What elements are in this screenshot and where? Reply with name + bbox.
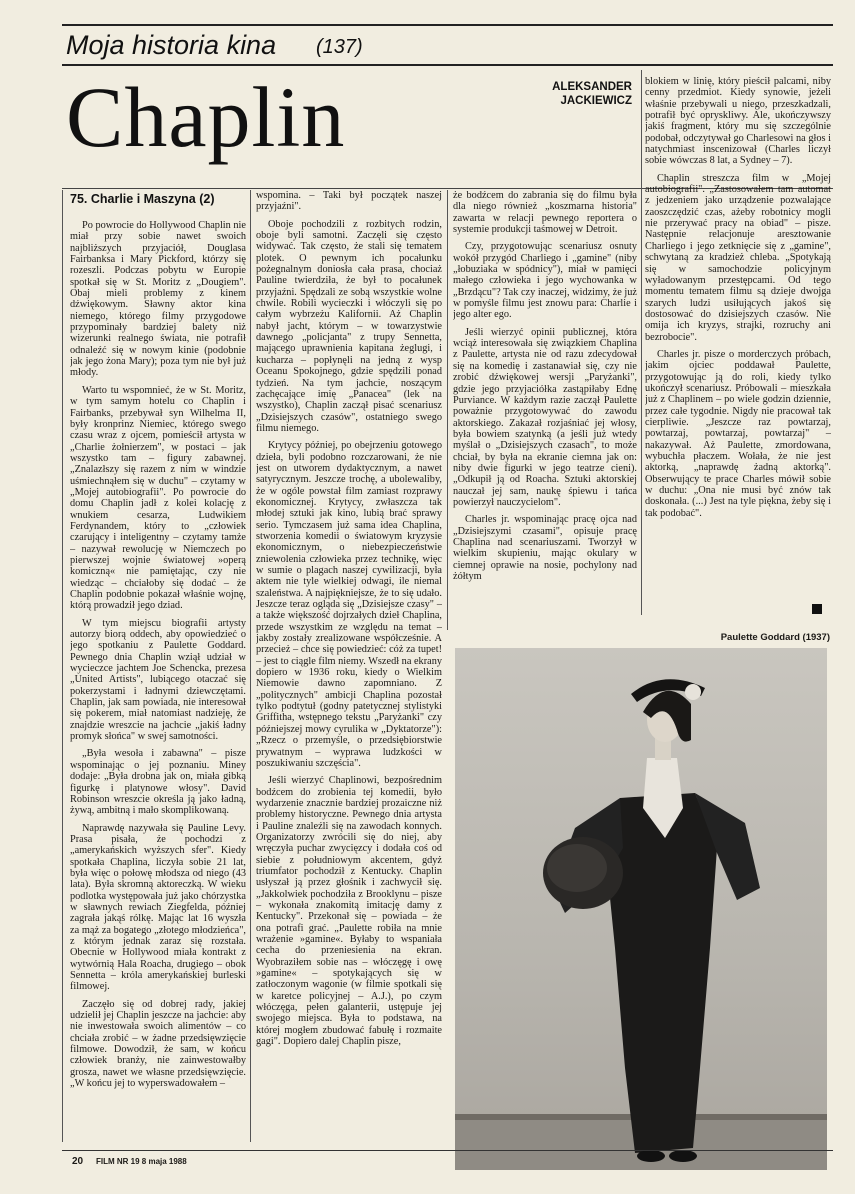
header-rule [62, 64, 833, 66]
photo-caption: Paulette Goddard (1937) [720, 632, 830, 643]
page-number: 20 [72, 1156, 84, 1167]
paragraph: blokiem w linię, który pieścił palcami, niby cenny przedmiot. Kiedy synowie, jeżeli właśnie przebywali u niego, przeszkadzali, potrafił być opryskliwy. Ale, ukończywszy jakiś fragment, który mu się szczególnie podobał, odczytywał go Charlesowi na głos i natychmiast inscenizował (Charles liczył sobie wówczas 8 lat, a Sydney – 7). [645, 76, 831, 167]
photo-paulette-goddard [455, 648, 827, 1170]
text-column-3 [453, 190, 637, 610]
paragraph: Chaplin streszcza film w „Mojej autobiografii". „Zastosowałem tam automat z jedzeniem jako urządzenie pozwalające zaoszczędzić czas, ażeby robotnicy mogli nie przerywać pracy na obiad" – pisze. Następnie relacjonuje aresztowanie Charliego i jego zetknięcie się z „gamine", schwytaną za kradzież chleba. „Spotykają się w samochodzie policyjnym wyładowanym przestępcami. Od tego momentu tematem filmu są dzieje dwojga szarych ludzi usiłujących jakoś się dostosować do dzisiejszych czasów. Nie omija ich kryzys, strajki, rozruchy ani bezrobocie". [645, 172, 831, 343]
author-first-name: ALEKSANDER [552, 81, 632, 93]
magazine-issue: FILM NR 19 8 maja 1988 [96, 1157, 187, 1166]
paragraph: Naprawdę nazywała się Pauline Levy. Prasa pisała, że pochodzi z „amerykańskich wyższych sfer". Kiedy spotkała Chaplina, liczyła sobie 21 lat, była więc o połowę młodsza od niego (43 lata). Była skromną aktoreczką. W wieku podlotka występowała już jako chórzystka w sławnych rewiach Ziegfelda, później zagrała jakąś rólkę. Mając lat 16 wyszła za mąż za bogatego „złotego młodzieńca", z którym jednak zaraz się rozstała. Obecnie w Hollywood miała kontrakt z wytwórnią Hala Roacha, drugiego – obok Sennetta – króla amerykańskiej burleski filmowej. [70, 822, 246, 993]
paragraph: Charles jr. pisze o morderczych próbach, jakim ojciec poddawał Paulette, przygotowując ją do roli, kiedy tylko ukończył scenariusz. Próbowali – mieszkała już z Chaplinem – po wiele godzin dziennie, przez całe tygodnie. Nigdy nie pracował tak cierpliwie. „Jeszcze raz powtarzaj, powtarzaj, powtarzaj, powtarzaj" – nakazywał. Aż Paulette, zmordowana, wybuchła płaczem. Wołała, że nie jest aktorką, „naprawdę żadną aktorką". Obserwujący te prace Charles mówił sobie w duchu: „Ona nie musi być znów tak doskonała. (...) Jest na tyle piękna, żeby się i tak podobać". [645, 348, 831, 519]
end-of-article-mark [812, 604, 822, 614]
article-title: Chaplin [66, 69, 346, 165]
top-rule [62, 24, 833, 26]
paragraph: Po powrocie do Hollywood Chaplin nie miał przy sobie nawet swoich najbliższych przyjaciół, Douglasa Fairbanksa i Mary Pickford, którzy się rozeszli. Podczas pobytu w Europie spotkał się w St. Moritz z „Dougiem". Obaj mieli problemy z kinem dźwiękowym. Sławny aktor kina niemego, którego filmy przygodowe przypominały bardziej balety niż wizerunki realnego świata, nie potrafił odnaleźć się w nowym kinie (podobnie jak jego żona Mary); poza tym nie był już młody. [70, 220, 246, 379]
paragraph: Czy, przygotowując scenariusz osnuty wokół przygód Charliego i „gamine" (niby „łobuziaka w spódnicy"), miał w pamięci małego człowieka i jego wychowanka w „Brzdącu"? Tak czy inaczej, widzimy, że już w pomyśle filmu jest znowu para: Charlie i jego alter ego. [453, 241, 637, 321]
paragraph: Charles jr. wspominając pracę ojca nad „Dzisiejszymi czasami", opisuje pracę Chaplina nad scenariuszami. Tworzył w wielkim skupieniu, mając okulary w ciemnej oprawie na nosie, pochylony nad żółtym [453, 514, 637, 582]
text-column-4 [645, 76, 831, 616]
paragraph: Oboje pochodzili z rozbitych rodzin, oboje byli samotni. Zaczęli się często widywać. Tak często, że stali się tematem plotek. O pewnym ich pocałunku pożegnalnym doniosła cała prasa, chociaż Pauline twierdziła, że był to pocałunek przyjaźni. Spędzali ze sobą wszystkie wolne chwile. Robili wycieczki i włóczyli się po całym wybrzeżu Kalifornii. Aż Chaplin nabył jacht, którym – w towarzystwie dawnego „policjanta" z trupy Sennetta, mającego uprawnienia kapitana żeglugi, i kucharza – popłynęli na jedną z wysp Oceanu Spokojnego, gdzie spędzili ponad tydzień. Na tym jachcie, noszącym zachęcające imię „Panacea" (lek na wszystko), Chaplin zaczął pisać scenariusz „Dzisiejszych czasów", ostatniego swego filmu niemego. [256, 218, 442, 434]
author-byline [520, 80, 632, 108]
paragraph: W tym miejscu biografii artysty autorzy biorą oddech, aby opowiedzieć o jego spotkaniu z Paulette Goddard. Pewnego dnia Chaplin wziął udział w wycieczce jachtem Joe Schencka, prezesa „United Artists", lubiącego otaczać się pokerzystami i ładnymi dziewczętami. Chaplin, jak sam powiada, nie interesował się pokerem, miał natomiast nadzieję, że znajdzie wreszcie na jachcie „jakiś ładny promyk słońca" w swej samotności. [70, 617, 246, 743]
text-column-1 [70, 220, 246, 1142]
series-number: (137) [316, 36, 363, 58]
column-rule-1 [250, 190, 251, 1142]
paragraph: Krytycy później, po obejrzeniu gotowego dzieła, byli podobno rozczarowani, że nie jest on utworem dydaktycznym, a nawet satyrycznym. Jeszcze trochę, a ubolewaliby, że w ogóle powstał film zamiast rozprawy ekonomicznej. Krytycy, zwłaszcza tak młodej sztuki jak kino, lubią brać sprawy serio. Tymczasem już sama idea Chaplina, stworzenia komedii o światowym kryzysie ekonomicznym, o niebezpieczeństwie zniewolenia człowieka przez technikę, więc w sumie o plagach naszej cywilizacji, była aktem nie tyle wielkiej odwagi, ile niemal szaleństwa. A najpiękniejsze, że to się udało. Jeszcze teraz ogląda się „Dzisiejsze czasy" – a także większość dojrzałych dzieł Chaplina, przede wszystkim ze względu na temat – jakby zostały zrealizowane współcześnie. A przecież – chce się powiedzieć: cóż za tupet! – jest to ciągle film niemy. Wszedł na ekrany dopiero w 1936 roku, kiedy o Wielkim Niemowie dawno zapomniano. Z „politycznych" ambicji Chaplina pozostał tylko podtytuł (godny patetycznej stylistyki Griffitha, wstępnego tekstu „Paryżanki" czy późniejszej mowy cyrulika w „Dyktatorze"): „Rzecz o przemyśle, o przedsiębiorstwie prywatnym – wyprawa ludzkości w poszukiwaniu szczęścia". [256, 440, 442, 769]
paragraph: Warto tu wspomnieć, że w St. Moritz, w tym samym hotelu co Chaplin i Fairbanks, przebywał syn Wilhelma II, były kronprinz Niemiec, którego swego czasu wraz z ojcem, pomieścił artysta w „Charlie żołnierzem", w postaci – jak wszystko tam – figury zabawnej. „Znalazłszy się razem z nim w windzie uśmiechnąłem się w duchu" – czytamy w „Mojej autobiografii". Po powrocie do domu Chaplin jadł z kolei kolację z wnukiem cesarza, Ludwikiem Ferdynandem, który to „człowiek czarujący i inteligentny – czytamy tamże – nazywał rewolucję w Niemczech po pierwszej wojnie światowej »operą komiczną« nie pamiętając, czy nie wiedząc – chciałoby się dodać – że Chaplin podobnie pokazał właśnie wojnę, którą prowadził jego dziad. [70, 384, 246, 612]
author-last-name: JACKIEWICZ [560, 95, 632, 107]
photo-illustration [455, 648, 827, 1170]
series-header [62, 28, 833, 62]
column-rule-left [62, 190, 63, 1142]
paragraph: że bodźcem do zabrania się do filmu była dla niego również „koszmarna historia" zawarta w relacji pewnego reportera o systemie produkcji taśmowej w Detroit. [453, 190, 637, 236]
paragraph: wspomina. – Taki był początek naszej przyjaźni". [256, 190, 442, 213]
paragraph: Zaczęło się od dobrej rady, jakiej udzielił jej Chaplin jeszcze na jachcie: aby nie inwestowała swoich alimentów – co chciała zrobić – w żadne przedsięwzięcie filmowe. Dowodził, że sam, w końcu człowiek branży, nie zainwestowałby grosza, nawet we własne przedsięwzięcie. „W końcu jej to wyperswadowałem – [70, 998, 246, 1090]
text-column-2 [256, 190, 442, 1142]
footer-rule [62, 1150, 833, 1151]
column-rule-3 [641, 70, 642, 615]
section-heading: 75. Charlie i Maszyna (2) [70, 192, 215, 206]
series-title: Moja historia kina [66, 30, 277, 60]
paragraph: Jeśli wierzyć opinii publicznej, która wciąż interesowała się związkiem Chaplina z Paulette, artysta nie od razu zdecydował się na komedię i zastanawiał się, czy nie zrobić dźwiękowej wersji „Paryżanki", gdzie jego przyjaciółka zastąpiłaby Ednę Purviance. W każdym razie zaczął Paulette poważnie przygotowywać do zawodu aktorskiego. Zakazał rozjaśniać jej włosy, była bowiem szatynką (a jeśli już wtedy myślał o „Dzisiejszych czasach", to może chciał, by była na ekranie ciemna jak on: niby dwie figurki w jego teatrze cieni). „Odkupił ją od Roacha. Sztuki aktorskiej nauczał jej sam, naukę śpiewu i tańca powierzył nauczycielom". [453, 326, 637, 508]
paragraph: „Była wesoła i zabawna" – pisze wspominając o jej poznaniu. Miney dodaje: „Była drobna jak on, miała gibką figurkę i platynowe włosy". David Robinson wreszcie określa ją jako ładną, żywą, ambitną i mało skomplikowaną. [70, 748, 246, 817]
paragraph: Jeśli wierzyć Chaplinowi, bezpośrednim bodźcem do zrobienia tej komedii, było wydarzenie znacznie bardziej prozaiczne niż problemy historyczne. Pewnego dnia artysta i Pauline znaleźli się na zawodach konnych. Organizatorzy zwrócili się do niej, aby wręczyła puchar zwycięzcy i dodała coś od siebie z południowym akcentem, gdyż triumfator pochodził z Kentucky. Chaplin usłyszał ją przez głośnik i zachwycił się. „Jakkolwiek pochodziła z Brooklynu – pisze – wykonała znakomitą imitację damy z Kentucky". Przekonał się – powiada – że ona potrafi grać. „Paulette robiła na mnie wrażenie »gamine«. Byłaby to wspaniała cecha do przeniesienia na ekran. Wyobraziłem sobie nas – włóczęgę i owę »gamine« – spotykających się w zatłoczonym wagonie (w filmie spotkali się w karetce policyjnej – A.J.), po czym włóczęga, pełen galanterii, ustępuje jej swojego miejsca. Była to podstawa, na której mogłem zbudować fabułę i rozmaite gagi". Dopiero dalej Chaplin pisze, [256, 775, 442, 1048]
column-rule-2 [447, 190, 448, 630]
